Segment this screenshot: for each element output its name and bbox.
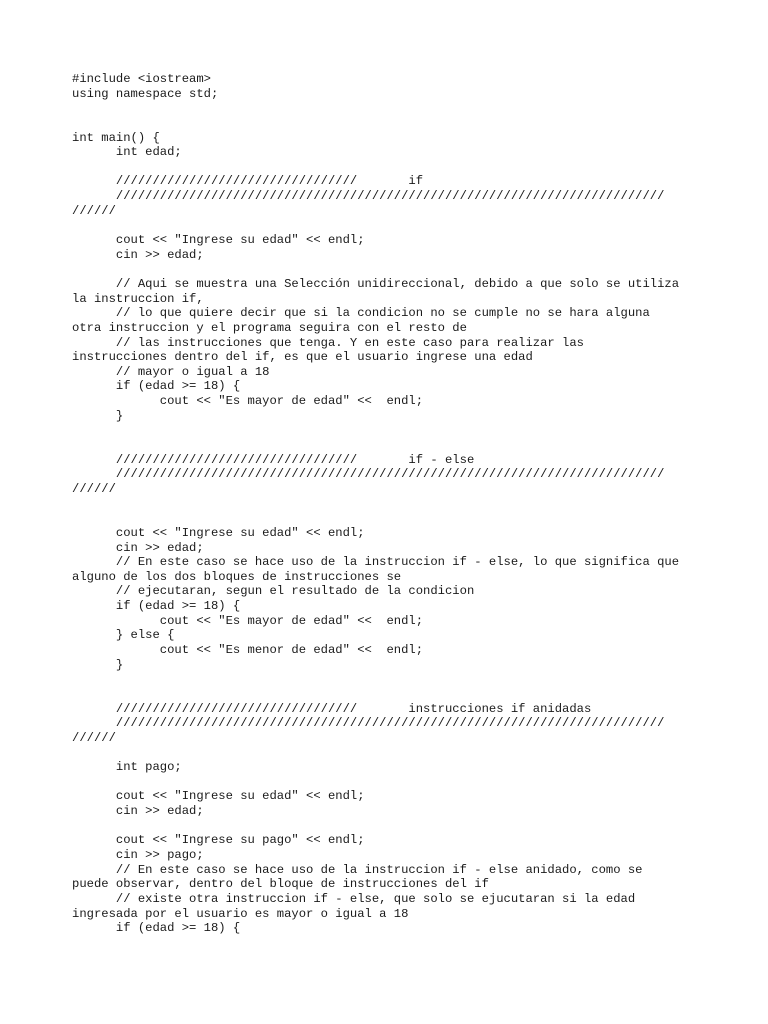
code-line: } else { — [72, 628, 175, 643]
blank-line — [72, 775, 732, 790]
code-line: ////// — [72, 481, 116, 496]
code-line: using namespace std; — [72, 86, 219, 101]
code-line: alguno de los dos bloques de instrucciones se — [72, 569, 402, 584]
code-line: // existe otra instruccion if - else, que solo se ejucutaran si la edad — [72, 891, 636, 906]
code-listing — [72, 72, 732, 936]
code-line: la instruccion if, — [72, 291, 204, 306]
code-line: if (edad >= 18) { — [72, 599, 241, 614]
blank-line — [72, 160, 732, 175]
code-line: /////////////////////////////////////////////////////////////////////////// — [72, 189, 665, 204]
code-line: ///////////////////////////////// if — [72, 174, 424, 189]
blank-line — [72, 497, 732, 512]
code-line: /////////////////////////////////////////////////////////////////////////// — [72, 467, 665, 482]
blank-line — [72, 438, 732, 453]
code-line: // En este caso se hace uso de la instruccion if - else, lo que significa que — [72, 555, 680, 570]
code-line: cin >> edad; — [72, 247, 204, 262]
code-line: /////////////////////////////////////////////////////////////////////////// — [72, 716, 665, 731]
code-line: cout << "Ingrese su pago" << endl; — [72, 833, 365, 848]
code-line: cin >> edad; — [72, 804, 204, 819]
code-line: if (edad >= 18) { — [72, 379, 241, 394]
code-line: // Aqui se muestra una Selección unidireccional, debido a que solo se utiliza — [72, 276, 680, 291]
blank-line — [72, 116, 732, 131]
code-line: cout << "Ingrese su edad" << endl; — [72, 789, 365, 804]
code-line: int main() { — [72, 130, 160, 145]
blank-line — [72, 819, 732, 834]
code-line: ///////////////////////////////// instrucciones if anidadas — [72, 701, 592, 716]
blank-line — [72, 218, 732, 233]
code-line: cout << "Ingrese su edad" << endl; — [72, 233, 365, 248]
code-line: ///////////////////////////////// if - else — [72, 452, 475, 467]
code-line: cout << "Ingrese su edad" << endl; — [72, 525, 365, 540]
code-line: // las instrucciones que tenga. Y en este caso para realizar las — [72, 335, 584, 350]
blank-line — [72, 423, 732, 438]
blank-line — [72, 511, 732, 526]
blank-line — [72, 745, 732, 760]
code-line: puede observar, dentro del bloque de instrucciones del if — [72, 877, 489, 892]
code-line: otra instruccion y el programa seguira con el resto de — [72, 320, 467, 335]
code-line: int pago; — [72, 760, 182, 775]
code-line: } — [72, 408, 124, 423]
code-line: } — [72, 657, 124, 672]
code-line: int edad; — [72, 145, 182, 160]
code-line: if (edad >= 18) { — [72, 921, 241, 936]
blank-line — [72, 101, 732, 116]
code-line: ingresada por el usuario es mayor o igual a 18 — [72, 906, 409, 921]
blank-line — [72, 672, 732, 687]
code-line: cout << "Es menor de edad" << endl; — [72, 642, 424, 657]
code-line: cout << "Es mayor de edad" << endl; — [72, 613, 424, 628]
code-line: // ejecutaran, segun el resultado de la condicion — [72, 584, 475, 599]
code-line: // mayor o igual a 18 — [72, 364, 270, 379]
code-line: #include <iostream> — [72, 72, 211, 86]
code-line: // En este caso se hace uso de la instruccion if - else anidado, como se — [72, 862, 643, 877]
code-line: cin >> edad; — [72, 540, 204, 555]
code-line: instrucciones dentro del if, es que el usuario ingrese una edad — [72, 350, 533, 365]
code-line: ////// — [72, 730, 116, 745]
code-line: ////// — [72, 203, 116, 218]
code-line: cout << "Es mayor de edad" << endl; — [72, 394, 424, 409]
code-line: cin >> pago; — [72, 847, 204, 862]
blank-line — [72, 687, 732, 702]
code-line: // lo que quiere decir que si la condicion no se cumple no se hara alguna — [72, 306, 650, 321]
blank-line — [72, 262, 732, 277]
